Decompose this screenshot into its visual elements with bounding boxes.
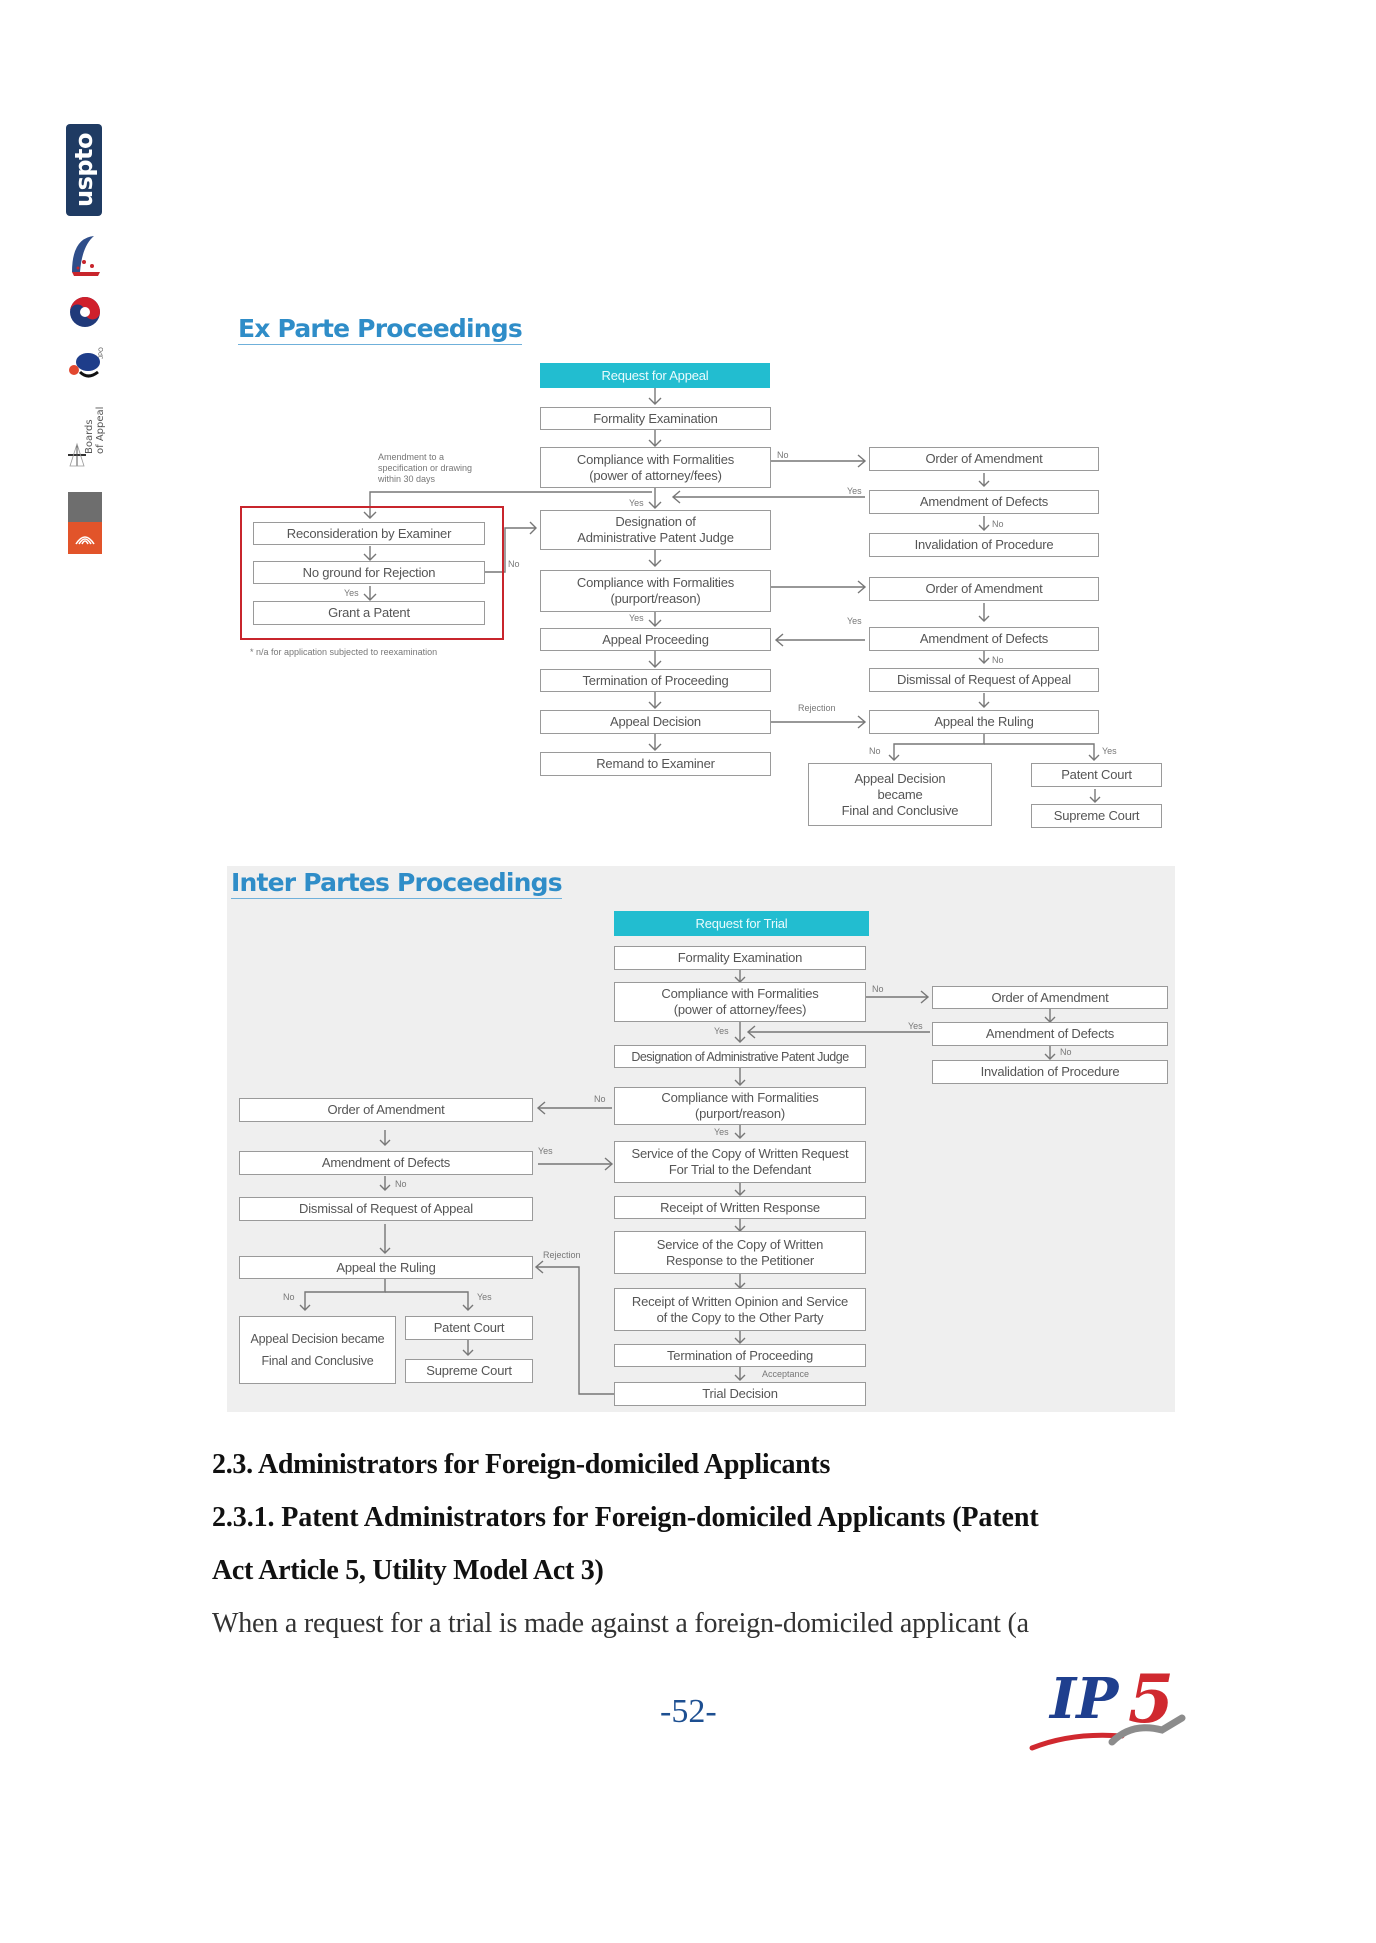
boards-of-appeal-logo: Boards of Appeal	[62, 392, 108, 476]
ip-arrow-ruling-branch	[300, 1279, 473, 1310]
ip-arrow-amendright-invalidation	[1045, 1046, 1055, 1059]
ex-label-no-dismissal: No	[992, 655, 1004, 665]
ip-label-no-compliance2: No	[594, 1094, 606, 1104]
ip-arrow-amendleft-dismissal	[380, 1176, 390, 1190]
page-number: -52-	[660, 1693, 717, 1730]
heading-2-3-1-line2: Act Article 5, Utility Model Act 3)	[212, 1555, 604, 1586]
ip-node-request: Request for Trial	[614, 911, 869, 936]
ip-arrow-formality-compliance1	[735, 970, 745, 982]
ip-node-amend-left: Amendment of Defects	[239, 1151, 533, 1175]
ex-node-proceeding: Appeal Proceeding	[540, 628, 771, 651]
ip-arrow-orderright-amendright	[1045, 1009, 1055, 1022]
ip-node-order-right: Order of Amendment	[932, 986, 1168, 1009]
ip-node-formality: Formality Examination	[614, 946, 866, 970]
ex-parte-title: Ex Parte Proceedings	[238, 314, 522, 343]
ex-label-yes-amend2: Yes	[847, 616, 862, 626]
ex-label-no-ruling: No	[869, 746, 881, 756]
ip-arrow-serviceresp-opinion	[735, 1274, 745, 1288]
ip-label-acceptance: Acceptance	[762, 1369, 810, 1379]
ip-arrow-compliance1-designation	[735, 1022, 745, 1042]
ex-amendment-note: Amendment to a specification or drawing within 30 days	[378, 452, 473, 484]
ex-node-grant: Grant a Patent	[253, 601, 485, 625]
ip-arrow-opinion-termination	[735, 1331, 745, 1343]
ex-node-dismissal: Dismissal of Request of Appeal	[869, 668, 1099, 692]
ex-label-no-invalidation: No	[992, 519, 1004, 529]
body-paragraph: When a request for a trial is made against a foreign-domiciled applicant (a	[212, 1608, 1029, 1639]
ex-label-yes-compliance2: Yes	[629, 613, 644, 623]
ex-node-decision: Appeal Decision	[540, 710, 771, 734]
ex-label-yes-ruling: Yes	[1102, 746, 1117, 756]
ip-label-no-dismissal: No	[395, 1179, 407, 1189]
ex-node-compliance2: Compliance with Formalities (purport/reason)	[540, 570, 771, 612]
ip-node-compliance2: Compliance with Formalities (purport/reason)	[614, 1087, 866, 1125]
ip-node-designation: Designation of Administrative Patent Judge	[614, 1045, 866, 1068]
ex-node-patent-court: Patent Court	[1031, 763, 1162, 787]
ip-arrow-patentcourt-supreme	[463, 1340, 473, 1355]
ip-arrow-designation-compliance2	[735, 1068, 745, 1085]
uspto-logo: uspto	[66, 124, 102, 216]
ip-label-yes-amend-left: Yes	[538, 1146, 553, 1156]
ex-label-yes-compliance1: Yes	[629, 498, 644, 508]
ip-label-yes-amend-right: Yes	[908, 1021, 923, 1031]
ex-node-request: Request for Appeal	[540, 363, 770, 388]
ip-node-order-left: Order of Amendment	[239, 1098, 533, 1122]
ip-label-yes-ruling: Yes	[477, 1292, 492, 1302]
ip-arrow-orderleft-amendleft	[380, 1130, 390, 1145]
ip-arrow-dismissal-ruling	[380, 1224, 390, 1253]
ip5-logo	[1012, 1652, 1192, 1762]
ip-label-rejection: Rejection	[543, 1250, 581, 1260]
ip-node-service-response: Service of the Copy of Written Response to the Petitioner	[614, 1231, 866, 1274]
ex-node-no-ground: No ground for Rejection	[253, 561, 485, 584]
ip-label-no-compliance1: No	[872, 984, 884, 994]
ip-arrow-termination-trial	[735, 1367, 745, 1380]
ip-node-supreme-court: Supreme Court	[405, 1359, 533, 1383]
ip-arrow-amendright-back	[748, 1026, 930, 1038]
ex-label-yes-amend1: Yes	[847, 486, 862, 496]
ip-label-no-ruling: No	[283, 1292, 295, 1302]
ex-node-formality: Formality Examination	[540, 407, 771, 430]
ip-arrow-receipt-serviceresp	[735, 1219, 745, 1231]
ip-node-receipt-response: Receipt of Written Response	[614, 1196, 866, 1219]
heading-2-3: 2.3. Administrators for Foreign-domiciled Applicants	[212, 1449, 831, 1480]
ex-node-order1: Order of Amendment	[869, 447, 1099, 471]
ip-node-ruling: Appeal the Ruling	[239, 1256, 533, 1279]
ex-node-compliance1: Compliance with Formalities (power of attorney/fees)	[540, 447, 771, 488]
ip-arrow-compliance2-service	[735, 1125, 745, 1138]
inter-partes-title: Inter Partes Proceedings	[231, 868, 562, 897]
ex-label-yes-grant: Yes	[344, 588, 359, 598]
ex-node-order2: Order of Amendment	[869, 577, 1099, 601]
ex-node-designation: Designation of Administrative Patent Judge	[540, 510, 771, 550]
ip-node-receipt-opinion: Receipt of Written Opinion and Service of the Copy to the Other Party	[614, 1288, 866, 1331]
ex-node-ruling: Appeal the Ruling	[869, 710, 1099, 734]
ip-arrow-service-receipt	[735, 1183, 745, 1195]
ip-node-patent-court: Patent Court	[405, 1316, 533, 1340]
svg-text:5: 5	[1128, 1660, 1174, 1738]
ip-node-invalidation: Invalidation of Procedure	[932, 1060, 1168, 1084]
ip-node-final: Appeal Decision became Final and Conclusive	[239, 1316, 396, 1384]
ex-node-final: Appeal Decision became Final and Conclusive	[808, 763, 992, 826]
ip-label-yes-compliance1: Yes	[714, 1026, 729, 1036]
ex-node-termination: Termination of Proceeding	[540, 669, 771, 692]
ex-node-supreme-court: Supreme Court	[1031, 804, 1162, 828]
ip-node-termination: Termination of Proceeding	[614, 1344, 866, 1367]
ip-label-yes-compliance2: Yes	[714, 1127, 729, 1137]
ex-node-amend2: Amendment of Defects	[869, 627, 1099, 651]
ip-node-trial-decision: Trial Decision	[614, 1382, 866, 1406]
jpo-logo: JPO	[66, 342, 106, 382]
ip-arrow-trial-ruling	[536, 1261, 614, 1394]
ex-label-no-noground: No	[508, 559, 520, 569]
svg-text:IP: IP	[1050, 1666, 1119, 1732]
ip-label-no-invalidation: No	[1060, 1047, 1072, 1057]
ip-node-dismissal: Dismissal of Request of Appeal	[239, 1197, 533, 1221]
ip-node-amend-right: Amendment of Defects	[932, 1022, 1168, 1046]
ip-arrow-amendleft-service	[538, 1158, 612, 1170]
heading-2-3-1-line1: 2.3.1. Patent Administrators for Foreign-domiciled Applicants (Patent	[212, 1502, 1039, 1533]
ip-node-service-request: Service of the Copy of Written Request For Trial to the Defendant	[614, 1141, 866, 1183]
ex-label-rejection: Rejection	[798, 703, 836, 713]
ex-footnote: * n/a for application subjected to reexamination	[250, 647, 438, 657]
ex-node-invalidation: Invalidation of Procedure	[869, 533, 1099, 557]
ex-node-reconsideration: Reconsideration by Examiner	[253, 522, 485, 545]
ex-label-no-compliance1: No	[777, 450, 789, 460]
ex-node-remand: Remand to Examiner	[540, 752, 771, 776]
ex-node-amend1: Amendment of Defects	[869, 490, 1099, 514]
ip-node-compliance1: Compliance with Formalities (power of attorney/fees)	[614, 982, 866, 1022]
